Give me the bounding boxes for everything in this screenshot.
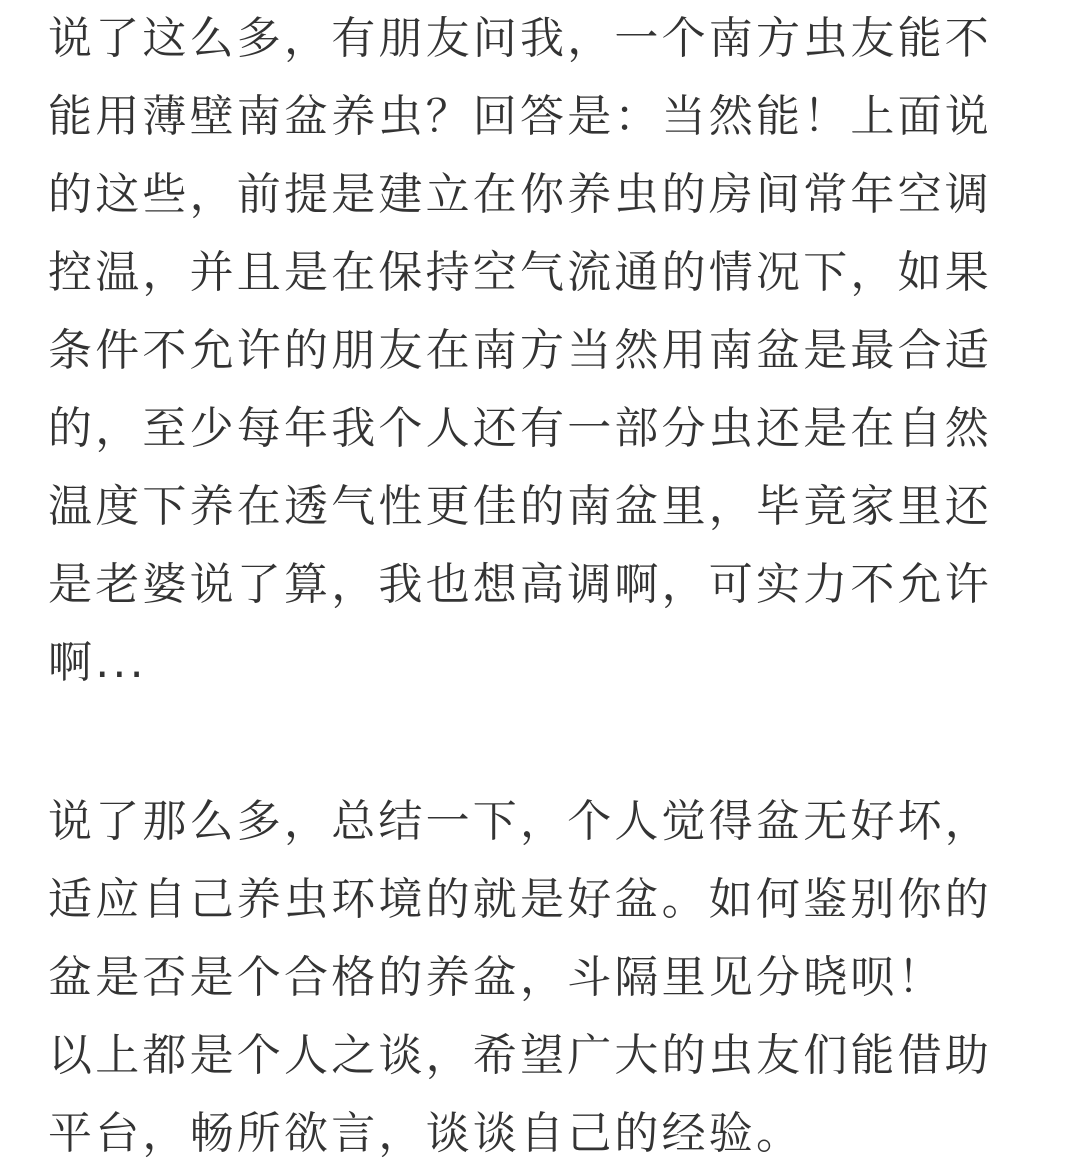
text-line: 适应自己养虫环境的就是好盆。如何鉴别你的 — [48, 874, 992, 925]
text-line: 啊... — [48, 637, 147, 688]
text-line: 说了那么多，总结一下，个人觉得盆无好坏， — [48, 796, 992, 847]
text-line: 温度下养在透气性更佳的南盆里，毕竟家里还 — [48, 481, 992, 532]
text-line: 能用薄壁南盆养虫？回答是：当然能！上面说 — [48, 91, 992, 142]
text-line: 的这些，前提是建立在你养虫的房间常年空调 — [48, 169, 992, 220]
text-line: 说了这么多，有朋友问我，一个南方虫友能不 — [48, 13, 992, 64]
text-line: 条件不允许的朋友在南方当然用南盆是最合适 — [48, 325, 992, 376]
text-line: 控温，并且是在保持空气流通的情况下，如果 — [48, 247, 992, 298]
text-line: 以上都是个人之谈，希望广大的虫友们能借助 — [48, 1030, 992, 1081]
text-line: 盆是否是个合格的养盆，斗隔里见分晓呗！ — [48, 952, 945, 1003]
paragraph-1 — [48, 0, 992, 702]
text-line: 平台，畅所欲言，谈谈自己的经验。 — [48, 1108, 804, 1159]
paragraph-2 — [48, 783, 992, 1173]
text-line: 是老婆说了算，我也想高调啊，可实力不允许 — [48, 559, 992, 610]
text-line: 的，至少每年我个人还有一部分虫还是在自然 — [48, 403, 992, 454]
